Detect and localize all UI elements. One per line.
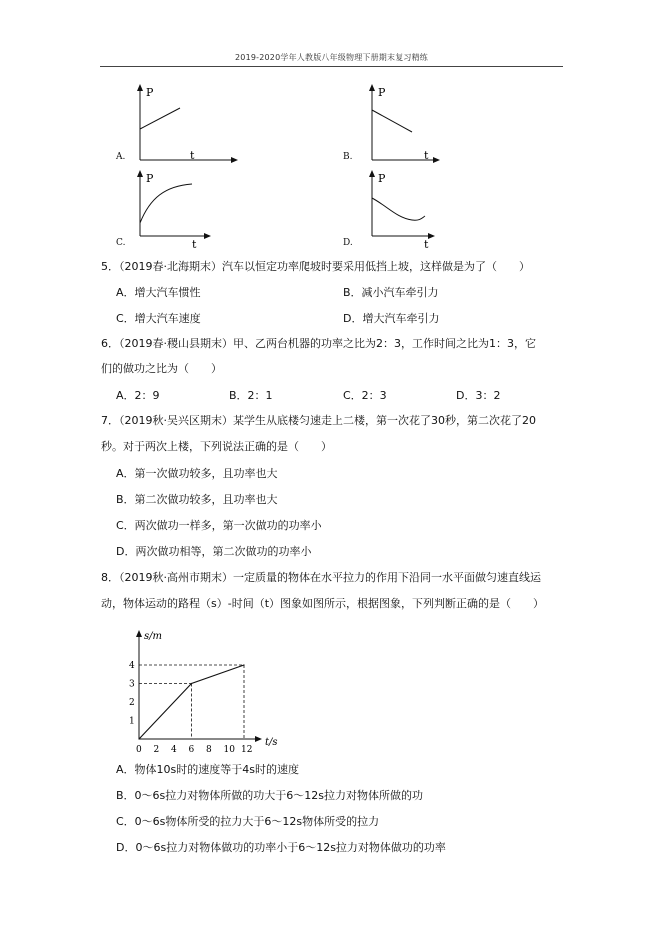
graph-b-letter: B. (343, 152, 353, 162)
graph-d-x-label: t (424, 238, 429, 251)
q8-option-a: A．物体10s时的速度等于4s时的速度 (116, 763, 299, 776)
header-divider (100, 66, 563, 67)
q8-stem-line1: 8．（2019秋·高州市期末）一定质量的物体在水平拉力的作用下沿同一水平面做匀速直线运 (101, 571, 541, 584)
x-axis-label: t/s (265, 737, 278, 748)
graph-d-letter: D. (343, 238, 353, 248)
series-point (191, 683, 192, 684)
series-point (138, 738, 139, 739)
q5-option-c: C．增大汽车速度 (116, 312, 201, 325)
graph-b-svg (362, 82, 472, 166)
graph-c-letter: C. (116, 238, 126, 248)
graph-d-svg (362, 168, 472, 252)
q5-option-b: B．减小汽车牵引力 (343, 286, 439, 299)
graph-c-svg (130, 168, 240, 252)
graph-a-svg (130, 82, 240, 166)
y-axis-arrow (136, 630, 142, 637)
graph-d-y-label: P (378, 172, 386, 185)
graph-a-x-label: t (190, 149, 195, 162)
graph-c-x-label: t (192, 238, 197, 251)
q8-option-c: C．0～6s物体所受的拉力大于6～12s物体所受的拉力 (116, 815, 380, 828)
page-header-title: 2019-2020学年人教版八年级物理下册期末复习精练 (234, 53, 428, 62)
q7-stem-line1: 7．（2019秋·吴兴区期末）某学生从底楼匀速走上二楼，第一次花了30秒，第二次花了20 (101, 414, 536, 427)
graph-a-y-label: P (146, 86, 154, 99)
y-tick-label: 4 (129, 661, 135, 671)
q8-stem-line2: 动，物体运动的路程（s）-时间（t）图象如图所示，根据图象，下列判断正确的是（ ） (101, 597, 545, 610)
q6-option-d: D．3：2 (456, 389, 501, 402)
q6-option-b: B．2：1 (229, 389, 273, 402)
graph-a-line (140, 108, 180, 129)
x-tick-label: 4 (171, 745, 177, 754)
st-chart-series (138, 664, 244, 739)
x-tick-label: 6 (188, 745, 195, 754)
q8-option-b: B．0～6s拉力对物体所做的功大于6～12s拉力对物体所做的功 (116, 789, 423, 802)
st-chart-axes (136, 630, 278, 748)
x-tick-label: 0 (136, 745, 142, 754)
graph-d-curve (372, 198, 425, 220)
y-tick-label: 3 (129, 679, 135, 690)
graph-c-y-label: P (146, 172, 154, 185)
x-tick-label: 12 (241, 745, 253, 754)
series-line (139, 665, 244, 739)
q8-option-d: D．0～6s拉力对物体做功的功率小于6～12s拉力对物体做功的功率 (116, 841, 446, 854)
q7-option-c: C．两次做功一样多，第一次做功的功率小 (116, 519, 322, 532)
x-tick-label: 8 (206, 745, 212, 754)
st-chart-guides (139, 665, 244, 739)
x-tick-label: 2 (153, 745, 160, 754)
x-tick-label: 10 (223, 745, 235, 754)
q6-option-c: C．2：3 (343, 389, 387, 402)
graph-b-line (372, 110, 412, 132)
q7-option-a: A．第一次做功较多，且功率也大 (116, 467, 278, 480)
q5-option-d: D．增大汽车牵引力 (343, 312, 440, 325)
q7-option-d: D．两次做功相等，第二次做功的功率小 (116, 545, 312, 558)
series-point (243, 664, 244, 665)
graph-b-y-label: P (378, 86, 386, 99)
st-chart-ticks (129, 661, 252, 754)
q6-stem-line1: 6．（2019春·稷山县期末）甲、乙两台机器的功率之比为2：3，工作时间之比为1：3，它 (101, 337, 536, 350)
q6-stem-line2: 们的做功之比为（ ） (101, 362, 222, 375)
y-tick-label: 1 (129, 716, 135, 727)
graph-b-x-label: t (424, 149, 429, 162)
graph-a-letter: A. (116, 152, 126, 162)
st-chart (118, 624, 298, 754)
q5-option-a: A．增大汽车惯性 (116, 286, 201, 299)
y-tick-label: 2 (129, 698, 135, 708)
x-axis-arrow (255, 736, 262, 742)
q6-option-a: A．2：9 (116, 389, 160, 402)
y-axis-label: s/m (144, 631, 162, 642)
q5-stem: 5．（2019春·北海期末）汽车以恒定功率爬坡时要采用低挡上坡，这样做是为了（ ） (101, 260, 530, 273)
q7-option-b: B．第二次做功较多，且功率也大 (116, 493, 278, 506)
q7-stem-line2: 秒。对于两次上楼，下列说法正确的是（ ） (101, 440, 332, 453)
graph-c-curve (140, 184, 192, 223)
